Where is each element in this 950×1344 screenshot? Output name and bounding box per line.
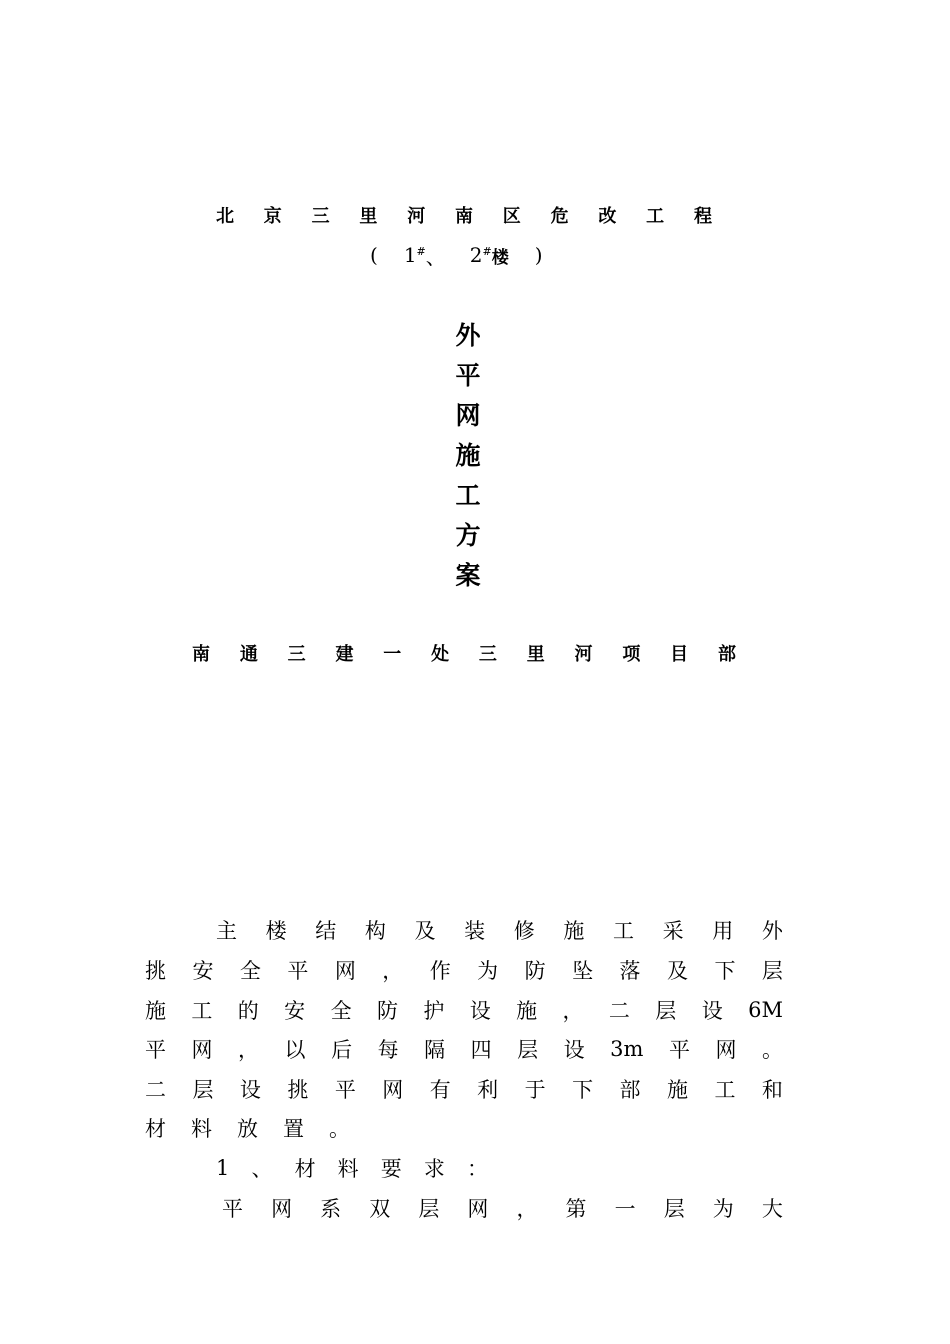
body-token: 构 (364, 919, 386, 943)
body-token: 坠 (572, 959, 594, 983)
body-token: 平 (222, 1197, 243, 1221)
body-token: 有 (429, 1078, 451, 1102)
body-token: 平 (145, 1038, 166, 1062)
body-token: 下 (572, 1078, 594, 1102)
body-token: 平 (668, 1038, 690, 1062)
body-token: 第 (565, 1197, 587, 1221)
body-token: 后 (331, 1038, 353, 1062)
body-token: 网 (191, 1038, 213, 1062)
body-token: ， (238, 1038, 260, 1062)
building-mark-1: # (416, 244, 426, 258)
body-token: 利 (477, 1078, 499, 1102)
project-title-char: 工 (646, 206, 665, 227)
body-token: 置 (283, 1117, 304, 1141)
body-line (145, 1071, 783, 1107)
body-line (216, 1150, 488, 1186)
body-token: 层 (192, 1078, 214, 1102)
document-title-char: 外 (455, 321, 481, 350)
body-token: 工 (191, 999, 213, 1023)
organization-char: 里 (526, 644, 545, 665)
body-token: 层 (663, 1197, 685, 1221)
body-token: 层 (761, 959, 783, 983)
body-token: 系 (320, 1197, 342, 1221)
project-title-char: 三 (311, 206, 330, 227)
body-token: ， (516, 1197, 538, 1221)
building-number-1: 1 (403, 243, 417, 267)
project-title-char: 改 (598, 206, 617, 227)
body-token: 作 (429, 959, 451, 983)
body-token: 层 (655, 999, 677, 1023)
body-token: 施 (666, 1078, 688, 1102)
building-unit: 楼 (491, 247, 509, 268)
organization-char: 三 (287, 644, 306, 665)
body-token: 全 (239, 959, 261, 983)
body-line (216, 912, 783, 948)
body-token: 。 (329, 1117, 350, 1141)
body-token: 3m (610, 1037, 644, 1061)
project-title-char: 危 (550, 206, 569, 227)
close-paren: ) (534, 243, 543, 267)
body-token: 放 (237, 1117, 258, 1141)
document-title-char: 平 (455, 361, 481, 390)
project-title-char: 程 (693, 206, 712, 227)
organization-char: 通 (239, 644, 258, 665)
body-token: 每 (377, 1038, 399, 1062)
project-title (216, 200, 712, 230)
body-line (145, 1110, 350, 1146)
body-token: 层 (418, 1197, 440, 1221)
body-token: 外 (761, 919, 783, 943)
body-token: 设 (469, 999, 491, 1023)
organization-char: 一 (383, 644, 402, 665)
body-token: 设 (701, 999, 723, 1023)
body-token: 护 (423, 999, 445, 1023)
organization-char: 南 (192, 644, 210, 665)
body-token: ， (382, 959, 404, 983)
body-token: 隔 (424, 1038, 446, 1062)
body-token: 落 (619, 959, 641, 983)
body-token: 双 (369, 1197, 391, 1221)
body-token: 网 (467, 1197, 489, 1221)
body-token: 及 (414, 919, 436, 943)
building-number-2: 2 (469, 243, 483, 267)
organization-char: 三 (478, 644, 497, 665)
document-title-char: 网 (455, 401, 481, 430)
body-token: 以 (284, 1038, 306, 1062)
body-token: 二 (608, 999, 630, 1023)
organization-char: 河 (574, 644, 593, 665)
building-numbers (370, 238, 543, 272)
building-separator: 、 (425, 244, 446, 269)
body-token: 网 (382, 1078, 404, 1102)
document-title-char: 方 (455, 521, 481, 550)
open-paren: ( (370, 243, 378, 267)
body-token: 于 (524, 1078, 546, 1102)
organization-char: 建 (335, 644, 354, 665)
body-token: 挑 (287, 1078, 309, 1102)
document-title-char: 案 (455, 561, 481, 590)
body-token: 安 (192, 959, 214, 983)
body-token: 的 (237, 999, 259, 1023)
body-line (145, 952, 783, 988)
organization-char: 项 (622, 644, 641, 665)
organization-name (192, 638, 736, 668)
body-token: 大 (761, 1197, 783, 1221)
body-token: 、 (251, 1157, 273, 1181)
body-token: 主 (216, 919, 237, 943)
document-title (448, 316, 488, 596)
body-token: 防 (376, 999, 398, 1023)
body-token: 全 (330, 999, 352, 1023)
body-token: 1 (216, 1156, 230, 1180)
organization-char: 部 (717, 644, 736, 665)
body-line (222, 1190, 783, 1226)
body-token: 设 (239, 1078, 261, 1102)
body-token: 及 (666, 959, 688, 983)
body-token: 装 (464, 919, 486, 943)
body-token: 。 (761, 1038, 783, 1062)
body-token: 二 (145, 1078, 166, 1102)
body-token: ： (466, 1157, 488, 1181)
project-title-char: 北 (216, 206, 234, 227)
organization-char: 处 (431, 644, 450, 665)
document-title-char: 工 (455, 481, 481, 510)
body-token: 要 (380, 1157, 402, 1181)
body-token: 设 (563, 1038, 585, 1062)
building-mark-2: # (482, 244, 492, 258)
body-token: 挑 (145, 959, 166, 983)
body-token: 修 (513, 919, 535, 943)
body-token: 防 (524, 959, 546, 983)
body-token: 6M (748, 998, 783, 1022)
project-title-char: 京 (263, 206, 282, 227)
body-token: 楼 (265, 919, 287, 943)
body-token: 工 (714, 1078, 736, 1102)
body-token: 料 (191, 1117, 212, 1141)
body-token: 和 (761, 1078, 783, 1102)
body-token: 安 (284, 999, 306, 1023)
document-title-char: 施 (455, 441, 481, 470)
body-token: 四 (470, 1038, 492, 1062)
body-token: 网 (334, 959, 356, 983)
body-token: 施 (563, 919, 585, 943)
body-token: 一 (614, 1197, 636, 1221)
body-token: 结 (315, 919, 337, 943)
body-token: 部 (619, 1078, 641, 1102)
body-token: 施 (145, 999, 166, 1023)
organization-char: 目 (670, 644, 689, 665)
body-token: 网 (715, 1038, 737, 1062)
body-token: 层 (517, 1038, 539, 1062)
body-token: 料 (337, 1157, 359, 1181)
body-token: ， (562, 999, 584, 1023)
body-token: 平 (334, 1078, 356, 1102)
project-title-char: 河 (407, 206, 426, 227)
project-title-char: 里 (359, 206, 378, 227)
body-line (145, 992, 783, 1028)
body-token: 为 (477, 959, 499, 983)
body-token: 为 (712, 1197, 734, 1221)
body-line (145, 1031, 783, 1067)
body-token: 用 (712, 919, 734, 943)
body-token: 材 (294, 1157, 316, 1181)
body-token: 采 (662, 919, 684, 943)
body-token: 求 (423, 1157, 445, 1181)
project-title-char: 南 (454, 206, 473, 227)
body-token: 网 (271, 1197, 293, 1221)
project-title-char: 区 (502, 206, 521, 227)
body-token: 施 (516, 999, 538, 1023)
body-token: 工 (613, 919, 634, 943)
body-token: 下 (714, 959, 736, 983)
body-token: 平 (287, 959, 309, 983)
body-token: 材 (145, 1117, 166, 1141)
